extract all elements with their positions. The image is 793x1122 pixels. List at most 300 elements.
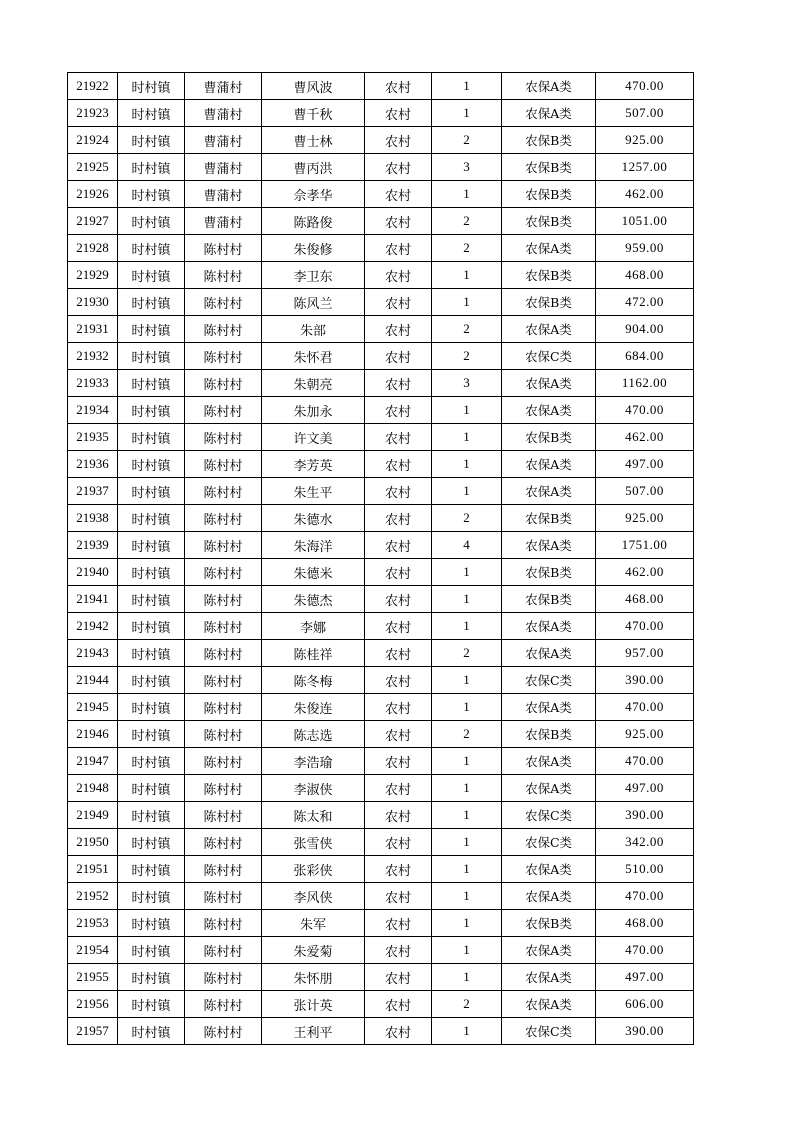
record-id-cell: 21935 <box>68 424 118 451</box>
table-row <box>68 991 694 1018</box>
insurance-type-cell: 农保A类 <box>502 694 596 721</box>
household-count-cell: 1 <box>432 559 502 586</box>
table-row <box>68 910 694 937</box>
insurance-type-cell: 农保B类 <box>502 424 596 451</box>
village-cell: 陈村村 <box>185 721 262 748</box>
household-count-cell: 1 <box>432 586 502 613</box>
town-cell: 时村镇 <box>118 262 185 289</box>
amount-cell: 468.00 <box>596 586 694 613</box>
insurance-type-cell: 农保A类 <box>502 856 596 883</box>
insurance-type-cell: 农保A类 <box>502 235 596 262</box>
amount-cell: 462.00 <box>596 424 694 451</box>
amount-cell: 472.00 <box>596 289 694 316</box>
area-type-cell: 农村 <box>365 181 432 208</box>
area-type-cell: 农村 <box>365 451 432 478</box>
table-row <box>68 397 694 424</box>
insurance-type-cell: 农保A类 <box>502 397 596 424</box>
name-cell: 陈风兰 <box>262 289 365 316</box>
record-id-cell: 21947 <box>68 748 118 775</box>
area-type-cell: 农村 <box>365 613 432 640</box>
name-cell: 陈冬梅 <box>262 667 365 694</box>
table-row <box>68 262 694 289</box>
name-cell: 李芳英 <box>262 451 365 478</box>
town-cell: 时村镇 <box>118 937 185 964</box>
area-type-cell: 农村 <box>365 289 432 316</box>
record-id-cell: 21936 <box>68 451 118 478</box>
insurance-type-cell: 农保A类 <box>502 451 596 478</box>
town-cell: 时村镇 <box>118 532 185 559</box>
record-id-cell: 21948 <box>68 775 118 802</box>
village-cell: 陈村村 <box>185 505 262 532</box>
name-cell: 陈志选 <box>262 721 365 748</box>
table-row <box>68 775 694 802</box>
amount-cell: 468.00 <box>596 262 694 289</box>
amount-cell: 925.00 <box>596 721 694 748</box>
record-id-cell: 21950 <box>68 829 118 856</box>
village-cell: 曹蒲村 <box>185 100 262 127</box>
record-id-cell: 21933 <box>68 370 118 397</box>
name-cell: 曹丙洪 <box>262 154 365 181</box>
area-type-cell: 农村 <box>365 775 432 802</box>
household-count-cell: 1 <box>432 667 502 694</box>
area-type-cell: 农村 <box>365 100 432 127</box>
amount-cell: 925.00 <box>596 505 694 532</box>
record-id-cell: 21944 <box>68 667 118 694</box>
town-cell: 时村镇 <box>118 181 185 208</box>
household-count-cell: 1 <box>432 181 502 208</box>
town-cell: 时村镇 <box>118 856 185 883</box>
village-cell: 陈村村 <box>185 694 262 721</box>
amount-cell: 462.00 <box>596 559 694 586</box>
household-count-cell: 2 <box>432 127 502 154</box>
village-cell: 陈村村 <box>185 532 262 559</box>
name-cell: 佘孝华 <box>262 181 365 208</box>
town-cell: 时村镇 <box>118 883 185 910</box>
table-row <box>68 1018 694 1045</box>
household-count-cell: 1 <box>432 856 502 883</box>
table-body <box>68 73 694 1045</box>
area-type-cell: 农村 <box>365 802 432 829</box>
village-cell: 陈村村 <box>185 856 262 883</box>
table-row <box>68 316 694 343</box>
insurance-type-cell: 农保B类 <box>502 910 596 937</box>
household-count-cell: 1 <box>432 829 502 856</box>
amount-cell: 507.00 <box>596 100 694 127</box>
household-count-cell: 2 <box>432 640 502 667</box>
table-row <box>68 154 694 181</box>
amount-cell: 510.00 <box>596 856 694 883</box>
insurance-type-cell: 农保A类 <box>502 478 596 505</box>
insurance-type-cell: 农保A类 <box>502 100 596 127</box>
town-cell: 时村镇 <box>118 1018 185 1045</box>
insurance-type-cell: 农保B类 <box>502 586 596 613</box>
record-id-cell: 21942 <box>68 613 118 640</box>
village-cell: 陈村村 <box>185 451 262 478</box>
town-cell: 时村镇 <box>118 424 185 451</box>
area-type-cell: 农村 <box>365 397 432 424</box>
household-count-cell: 2 <box>432 505 502 532</box>
area-type-cell: 农村 <box>365 721 432 748</box>
household-count-cell: 1 <box>432 910 502 937</box>
household-count-cell: 1 <box>432 478 502 505</box>
record-id-cell: 21957 <box>68 1018 118 1045</box>
household-count-cell: 1 <box>432 1018 502 1045</box>
household-count-cell: 2 <box>432 235 502 262</box>
amount-cell: 497.00 <box>596 451 694 478</box>
household-count-cell: 1 <box>432 964 502 991</box>
insurance-type-cell: 农保A类 <box>502 748 596 775</box>
table-row <box>68 235 694 262</box>
table-row <box>68 586 694 613</box>
record-id-cell: 21925 <box>68 154 118 181</box>
town-cell: 时村镇 <box>118 667 185 694</box>
record-id-cell: 21945 <box>68 694 118 721</box>
record-id-cell: 21943 <box>68 640 118 667</box>
town-cell: 时村镇 <box>118 154 185 181</box>
table-row <box>68 289 694 316</box>
village-cell: 曹蒲村 <box>185 208 262 235</box>
table-row <box>68 559 694 586</box>
area-type-cell: 农村 <box>365 343 432 370</box>
area-type-cell: 农村 <box>365 586 432 613</box>
insurance-type-cell: 农保B类 <box>502 208 596 235</box>
record-id-cell: 21939 <box>68 532 118 559</box>
name-cell: 朱德杰 <box>262 586 365 613</box>
insurance-type-cell: 农保A类 <box>502 613 596 640</box>
insurance-type-cell: 农保A类 <box>502 532 596 559</box>
name-cell: 朱怀朋 <box>262 964 365 991</box>
household-count-cell: 2 <box>432 208 502 235</box>
amount-cell: 470.00 <box>596 397 694 424</box>
name-cell: 陈太和 <box>262 802 365 829</box>
record-id-cell: 21951 <box>68 856 118 883</box>
record-id-cell: 21953 <box>68 910 118 937</box>
record-id-cell: 21954 <box>68 937 118 964</box>
record-id-cell: 21938 <box>68 505 118 532</box>
town-cell: 时村镇 <box>118 505 185 532</box>
area-type-cell: 农村 <box>365 424 432 451</box>
insurance-type-cell: 农保B类 <box>502 505 596 532</box>
area-type-cell: 农村 <box>365 505 432 532</box>
town-cell: 时村镇 <box>118 694 185 721</box>
table-row <box>68 208 694 235</box>
table-row <box>68 694 694 721</box>
insurance-type-cell: 农保B类 <box>502 262 596 289</box>
insurance-type-cell: 农保A类 <box>502 883 596 910</box>
amount-cell: 1751.00 <box>596 532 694 559</box>
town-cell: 时村镇 <box>118 451 185 478</box>
table-row <box>68 424 694 451</box>
town-cell: 时村镇 <box>118 991 185 1018</box>
village-cell: 陈村村 <box>185 964 262 991</box>
name-cell: 张彩侠 <box>262 856 365 883</box>
household-count-cell: 2 <box>432 316 502 343</box>
village-cell: 陈村村 <box>185 316 262 343</box>
record-id-cell: 21937 <box>68 478 118 505</box>
village-cell: 曹蒲村 <box>185 181 262 208</box>
town-cell: 时村镇 <box>118 370 185 397</box>
name-cell: 李淑侠 <box>262 775 365 802</box>
area-type-cell: 农村 <box>365 964 432 991</box>
village-cell: 陈村村 <box>185 937 262 964</box>
amount-cell: 470.00 <box>596 73 694 100</box>
table-row <box>68 721 694 748</box>
household-count-cell: 2 <box>432 343 502 370</box>
area-type-cell: 农村 <box>365 856 432 883</box>
name-cell: 李浩瑜 <box>262 748 365 775</box>
village-cell: 陈村村 <box>185 343 262 370</box>
town-cell: 时村镇 <box>118 343 185 370</box>
household-count-cell: 3 <box>432 154 502 181</box>
insurance-type-cell: 农保A类 <box>502 991 596 1018</box>
name-cell: 张雪侠 <box>262 829 365 856</box>
household-count-cell: 4 <box>432 532 502 559</box>
amount-cell: 957.00 <box>596 640 694 667</box>
village-cell: 陈村村 <box>185 883 262 910</box>
name-cell: 朱朝亮 <box>262 370 365 397</box>
name-cell: 陈桂祥 <box>262 640 365 667</box>
area-type-cell: 农村 <box>365 559 432 586</box>
town-cell: 时村镇 <box>118 802 185 829</box>
amount-cell: 925.00 <box>596 127 694 154</box>
table-row <box>68 127 694 154</box>
village-cell: 陈村村 <box>185 424 262 451</box>
household-count-cell: 1 <box>432 802 502 829</box>
village-cell: 陈村村 <box>185 640 262 667</box>
record-id-cell: 21923 <box>68 100 118 127</box>
area-type-cell: 农村 <box>365 154 432 181</box>
area-type-cell: 农村 <box>365 316 432 343</box>
name-cell: 朱德水 <box>262 505 365 532</box>
insurance-type-cell: 农保C类 <box>502 667 596 694</box>
records-table <box>67 72 694 1045</box>
insurance-type-cell: 农保B类 <box>502 127 596 154</box>
village-cell: 陈村村 <box>185 910 262 937</box>
town-cell: 时村镇 <box>118 73 185 100</box>
table-row <box>68 856 694 883</box>
area-type-cell: 农村 <box>365 208 432 235</box>
amount-cell: 342.00 <box>596 829 694 856</box>
name-cell: 朱生平 <box>262 478 365 505</box>
name-cell: 曹千秋 <box>262 100 365 127</box>
table-row <box>68 748 694 775</box>
village-cell: 曹蒲村 <box>185 127 262 154</box>
area-type-cell: 农村 <box>365 667 432 694</box>
area-type-cell: 农村 <box>365 370 432 397</box>
household-count-cell: 1 <box>432 100 502 127</box>
insurance-type-cell: 农保A类 <box>502 316 596 343</box>
table-row <box>68 370 694 397</box>
amount-cell: 390.00 <box>596 802 694 829</box>
name-cell: 朱海洋 <box>262 532 365 559</box>
table-row <box>68 802 694 829</box>
name-cell: 朱怀君 <box>262 343 365 370</box>
village-cell: 陈村村 <box>185 1018 262 1045</box>
amount-cell: 468.00 <box>596 910 694 937</box>
name-cell: 朱部 <box>262 316 365 343</box>
town-cell: 时村镇 <box>118 829 185 856</box>
amount-cell: 497.00 <box>596 775 694 802</box>
amount-cell: 1257.00 <box>596 154 694 181</box>
area-type-cell: 农村 <box>365 694 432 721</box>
name-cell: 张计英 <box>262 991 365 1018</box>
amount-cell: 470.00 <box>596 883 694 910</box>
record-id-cell: 21949 <box>68 802 118 829</box>
amount-cell: 606.00 <box>596 991 694 1018</box>
table-row <box>68 100 694 127</box>
household-count-cell: 1 <box>432 262 502 289</box>
village-cell: 陈村村 <box>185 478 262 505</box>
area-type-cell: 农村 <box>365 1018 432 1045</box>
household-count-cell: 1 <box>432 775 502 802</box>
name-cell: 许文美 <box>262 424 365 451</box>
village-cell: 陈村村 <box>185 775 262 802</box>
name-cell: 朱俊修 <box>262 235 365 262</box>
area-type-cell: 农村 <box>365 991 432 1018</box>
village-cell: 陈村村 <box>185 613 262 640</box>
table-row <box>68 883 694 910</box>
insurance-type-cell: 农保B类 <box>502 289 596 316</box>
household-count-cell: 1 <box>432 748 502 775</box>
name-cell: 李卫东 <box>262 262 365 289</box>
record-id-cell: 21952 <box>68 883 118 910</box>
record-id-cell: 21928 <box>68 235 118 262</box>
area-type-cell: 农村 <box>365 910 432 937</box>
name-cell: 朱德米 <box>262 559 365 586</box>
record-id-cell: 21955 <box>68 964 118 991</box>
area-type-cell: 农村 <box>365 478 432 505</box>
record-id-cell: 21930 <box>68 289 118 316</box>
insurance-type-cell: 农保C类 <box>502 343 596 370</box>
village-cell: 陈村村 <box>185 991 262 1018</box>
table-row <box>68 937 694 964</box>
table-row <box>68 829 694 856</box>
household-count-cell: 1 <box>432 694 502 721</box>
name-cell: 王利平 <box>262 1018 365 1045</box>
table-row <box>68 73 694 100</box>
record-id-cell: 21940 <box>68 559 118 586</box>
village-cell: 曹蒲村 <box>185 73 262 100</box>
town-cell: 时村镇 <box>118 208 185 235</box>
area-type-cell: 农村 <box>365 829 432 856</box>
insurance-type-cell: 农保B类 <box>502 181 596 208</box>
name-cell: 曹风波 <box>262 73 365 100</box>
amount-cell: 507.00 <box>596 478 694 505</box>
household-count-cell: 2 <box>432 991 502 1018</box>
name-cell: 朱俊连 <box>262 694 365 721</box>
village-cell: 陈村村 <box>185 802 262 829</box>
table-row <box>68 505 694 532</box>
village-cell: 陈村村 <box>185 235 262 262</box>
table-row <box>68 613 694 640</box>
village-cell: 陈村村 <box>185 586 262 613</box>
table-row <box>68 640 694 667</box>
record-id-cell: 21929 <box>68 262 118 289</box>
village-cell: 陈村村 <box>185 559 262 586</box>
name-cell: 曹士林 <box>262 127 365 154</box>
insurance-type-cell: 农保A类 <box>502 775 596 802</box>
table-row <box>68 478 694 505</box>
insurance-type-cell: 农保C类 <box>502 1018 596 1045</box>
village-cell: 曹蒲村 <box>185 154 262 181</box>
town-cell: 时村镇 <box>118 748 185 775</box>
area-type-cell: 农村 <box>365 262 432 289</box>
insurance-type-cell: 农保B类 <box>502 154 596 181</box>
amount-cell: 462.00 <box>596 181 694 208</box>
amount-cell: 684.00 <box>596 343 694 370</box>
amount-cell: 390.00 <box>596 667 694 694</box>
town-cell: 时村镇 <box>118 586 185 613</box>
area-type-cell: 农村 <box>365 883 432 910</box>
village-cell: 陈村村 <box>185 289 262 316</box>
insurance-type-cell: 农保C类 <box>502 802 596 829</box>
amount-cell: 470.00 <box>596 613 694 640</box>
household-count-cell: 1 <box>432 424 502 451</box>
insurance-type-cell: 农保A类 <box>502 640 596 667</box>
record-id-cell: 21926 <box>68 181 118 208</box>
area-type-cell: 农村 <box>365 640 432 667</box>
record-id-cell: 21922 <box>68 73 118 100</box>
town-cell: 时村镇 <box>118 289 185 316</box>
town-cell: 时村镇 <box>118 559 185 586</box>
amount-cell: 959.00 <box>596 235 694 262</box>
household-count-cell: 3 <box>432 370 502 397</box>
village-cell: 陈村村 <box>185 667 262 694</box>
household-count-cell: 1 <box>432 289 502 316</box>
name-cell: 朱军 <box>262 910 365 937</box>
town-cell: 时村镇 <box>118 235 185 262</box>
town-cell: 时村镇 <box>118 910 185 937</box>
area-type-cell: 农村 <box>365 937 432 964</box>
area-type-cell: 农村 <box>365 532 432 559</box>
insurance-type-cell: 农保A类 <box>502 964 596 991</box>
record-id-cell: 21924 <box>68 127 118 154</box>
record-id-cell: 21946 <box>68 721 118 748</box>
insurance-type-cell: 农保B类 <box>502 559 596 586</box>
amount-cell: 1162.00 <box>596 370 694 397</box>
village-cell: 陈村村 <box>185 829 262 856</box>
town-cell: 时村镇 <box>118 478 185 505</box>
village-cell: 陈村村 <box>185 370 262 397</box>
amount-cell: 497.00 <box>596 964 694 991</box>
village-cell: 陈村村 <box>185 397 262 424</box>
area-type-cell: 农村 <box>365 235 432 262</box>
name-cell: 陈路俊 <box>262 208 365 235</box>
record-id-cell: 21932 <box>68 343 118 370</box>
amount-cell: 470.00 <box>596 748 694 775</box>
household-count-cell: 1 <box>432 937 502 964</box>
record-id-cell: 21934 <box>68 397 118 424</box>
household-count-cell: 1 <box>432 613 502 640</box>
town-cell: 时村镇 <box>118 721 185 748</box>
amount-cell: 470.00 <box>596 937 694 964</box>
amount-cell: 1051.00 <box>596 208 694 235</box>
amount-cell: 904.00 <box>596 316 694 343</box>
insurance-type-cell: 农保B类 <box>502 721 596 748</box>
town-cell: 时村镇 <box>118 100 185 127</box>
name-cell: 朱加永 <box>262 397 365 424</box>
area-type-cell: 农村 <box>365 73 432 100</box>
household-count-cell: 1 <box>432 397 502 424</box>
household-count-cell: 1 <box>432 883 502 910</box>
village-cell: 陈村村 <box>185 262 262 289</box>
town-cell: 时村镇 <box>118 127 185 154</box>
record-id-cell: 21941 <box>68 586 118 613</box>
town-cell: 时村镇 <box>118 640 185 667</box>
table-row <box>68 451 694 478</box>
name-cell: 朱爱菊 <box>262 937 365 964</box>
village-cell: 陈村村 <box>185 748 262 775</box>
